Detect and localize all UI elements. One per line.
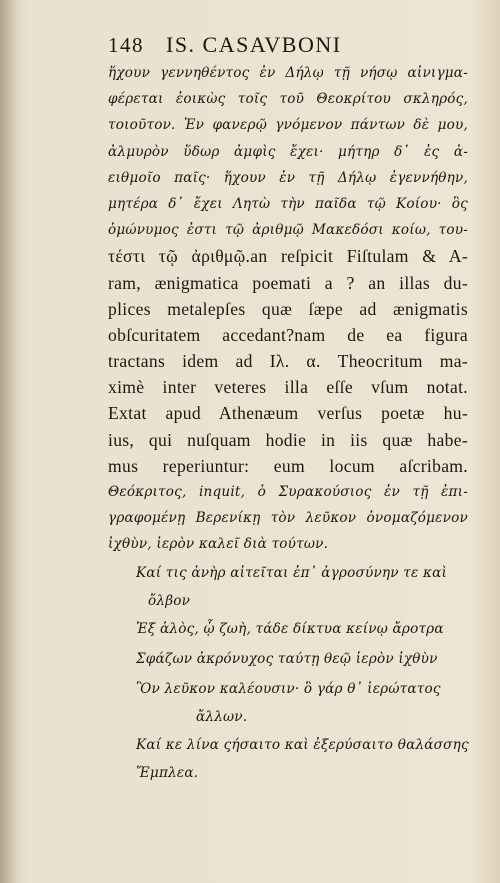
running-head (108, 30, 468, 60)
verse-line: Καί κε λίνα ςήσαιτο καὶ ἐξερύσαιτο θαλάσσης (136, 736, 469, 753)
text-line: ximè inter veteres illa eſſe vſum notat. (108, 377, 468, 398)
text-line: ram, ænigmatica poemati a ? an illas du- (108, 272, 468, 293)
text-line: tractans idem ad Ιλ. α. Theocritum ma- (108, 351, 468, 372)
verse-line: Ὃν λεῦκον καλέουσιν· ὃ γάρ θ᾽ ἱερώτατος (136, 680, 441, 697)
text-line: ἰχθὺν, ἱερὸν καλεῖ διὰ τούτων. (108, 536, 329, 553)
verse-line: ἄλλων. (196, 708, 248, 725)
text-line: Extat apud Athenæum verſus poetæ hu- (108, 403, 468, 424)
text-line: Θεόκριτος, inquit, ὁ Συρακούσιος ἐν τῇ ἐπι- (108, 484, 468, 500)
text-line: μητέρα δ᾽ ἔχει Λητὼ τὴν παῖδα τῷ Κοίου· ὃς (108, 195, 468, 212)
text-line: ειθμοῖο παῖς· ἥχουν ἐν τῇ Δήλῳ ἐγεννήθην, (108, 169, 468, 186)
page-number: 148 (108, 33, 144, 57)
verse-line: Ἐξ ἁλὸς, ᾧ ζωὴ, τάδε δίκτυα κείνῳ ἄροτρα (136, 620, 444, 637)
text-line: ἀλμυρὸν ὕδωρ ἀμφὶς ἔχει· μήτηρ δ᾽ ἐς ἀ- (108, 143, 468, 160)
text-block (108, 30, 468, 786)
text-line: plices metalepſes quæ ſæpe ad ænigmatis (108, 298, 468, 319)
running-title: IS. CASAVBONI (166, 32, 342, 57)
text-line: γραφομένῃ Βερενίκῃ τὸν λεῦκον ὀνομαζόμενον (108, 510, 468, 527)
verse-line: ὄλβον (148, 592, 191, 609)
text-line: φέρεται ἐοικὼς τοῖς τοῦ Θεοκρίτου σκληρός, (108, 91, 468, 108)
text-line: obſcuritatem accedant?nam de ea figura (108, 324, 468, 345)
verse-line: Καί τις ἀνὴρ αἰτεῖται ἐπ᾽ ἀγροσύνην τε καὶ (136, 564, 448, 581)
verse-line: Ἔμπλεα. (136, 764, 199, 781)
text-line: ὁμώνυμος ἐστι τῷ ἀριθμῷ Μακεδόσι κοίω, του- (108, 222, 468, 239)
text-line: mus reperiuntur: eum locum aſcribam. (108, 455, 468, 476)
text-line: τέστι τῷ ἀριθμῷ.an reſpicit Fiſtulam & A- (108, 246, 468, 267)
text-line: ἥχουν γεννηθέντος ἐν Δήλῳ τῇ νήσῳ αἰνιγμα- (108, 65, 468, 81)
verse-line: Σφάζων ἀκρόνυχος ταύτῃ θεῷ ἱερὸν ἰχθὺν (136, 650, 438, 667)
gutter-shadow (0, 0, 18, 883)
text-line: ius, qui nuſquam hodie in iis quæ habe- (108, 429, 468, 450)
text-line: τοιοῦτον. Ἐν φανερῷ γνόμενον πάντων δὲ μου, (108, 117, 468, 134)
